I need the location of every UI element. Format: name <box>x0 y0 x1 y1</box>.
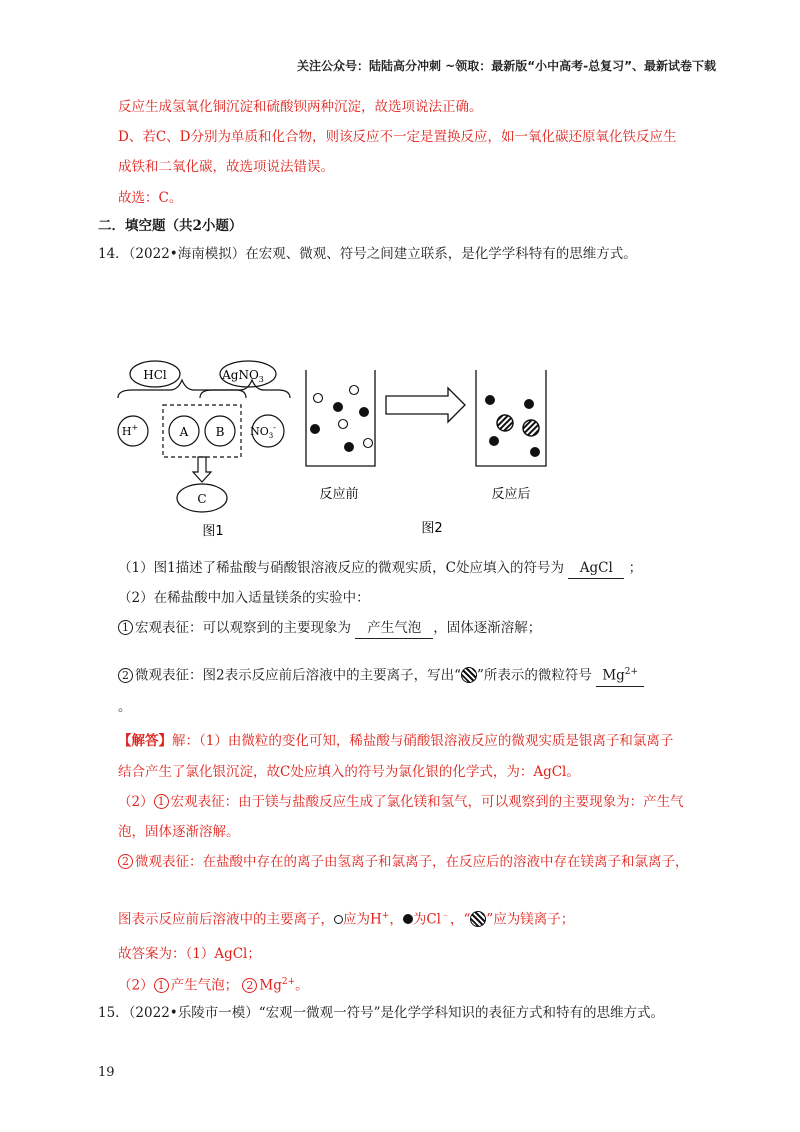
page-header: 关注公众号：陆陆高分冲刺 ~领取：最新版“小中高考-总复习”、最新试卷下载 <box>297 59 716 73</box>
solution-line: 结合产生了氯化银沉淀，故C处应填入的符号为氯化银的化学式，为：AgCl。 <box>118 764 580 780</box>
ion-filled <box>310 424 320 434</box>
hatched-ion-icon <box>461 667 477 683</box>
prev-solution-line: 反应生成氢氧化铜沉淀和硫酸钡两种沉淀，故选项说法正确。 <box>118 99 483 115</box>
q14-part2b: 2 微观表征：图2表示反应前后溶液中的主要离子，写出“ ”所表示的微粒符号 $Mg^{2+}$ <box>118 662 644 687</box>
prev-solution-line: D、若C、D分别为单质和化合物，则该反应不一定是置换反应，如一氧化碳还原氧化铁反应生 <box>118 129 677 145</box>
section-heading: 二．填空题（共2小题） <box>98 218 243 234</box>
answer-blank-1: AgCl <box>568 558 624 579</box>
ion-filled <box>359 407 369 417</box>
right-arrow-icon <box>386 388 465 422</box>
ion-open <box>339 420 348 429</box>
prev-solution-line: 故选：C。 <box>118 190 183 206</box>
label-a: A <box>179 425 189 439</box>
ion-filled <box>333 402 343 412</box>
ion-hatched <box>523 420 539 436</box>
final-answer-line: （2） 1 产生气泡； 2 $Mg^{2+}$。 <box>118 977 309 994</box>
solution-line: 泡，固体逐渐溶解。 <box>118 824 240 840</box>
ion-filled <box>524 399 534 409</box>
label-before: 反应前 <box>319 487 359 502</box>
down-arrow-icon <box>193 457 211 482</box>
ion-filled <box>530 447 540 457</box>
solution-line: （2） 1 宏观表征：由于镁与盐酸反应生成了氯化镁和氢气，可以观察到的主要现象为：产生气 <box>118 794 684 810</box>
label-after: 反应后 <box>491 487 531 502</box>
answer-blank-3: $Mg^{2+}$ <box>596 662 644 687</box>
ion-filled <box>344 442 354 452</box>
solution-line: 图表示反应前后溶液中的主要离子， 应为H+， 为Cl﹣，“ ”应为镁离子； <box>118 911 575 928</box>
label-no3-ion: $NO_3^-$ <box>250 423 276 440</box>
final-answer-line: 故答案为：（1）AgCl； <box>118 946 261 962</box>
ion-hatched <box>497 415 513 431</box>
prev-solution-line: 成铁和二氧化碳，故选项说法错误。 <box>118 159 334 175</box>
label-c: C <box>197 492 207 506</box>
question-14-stem: 14．（2022•海南模拟）在宏观、微观、符号之间建立联系，是化学学科特有的思维方式。 <box>98 246 637 262</box>
label-agno3: AgNO$_3$ <box>222 368 264 384</box>
answer-blank-2: 产生气泡 <box>355 618 433 639</box>
solution-line: 2 微观表征：在盐酸中存在的离子由氢离子和氯离子，在反应后的溶液中存在镁离子和氯离子， <box>118 852 689 872</box>
q14-part2a: 1 宏观表征：可以观察到的主要现象为 产生气泡 ，固体逐渐溶解； <box>118 618 541 639</box>
label-h-ion: H+ <box>121 423 139 438</box>
ion-filled <box>485 395 495 405</box>
hatched-ion-icon <box>470 911 486 927</box>
solution-line: 【解答】解：（1）由微粒的变化可知，稀盐酸与硝酸银溶液反应的微观实质是银离子和氯离子 <box>118 733 674 749</box>
fig2-caption: 图2 <box>421 521 443 536</box>
page-number: 19 <box>98 1065 115 1080</box>
fig1-caption: 图1 <box>202 524 224 539</box>
q14-part1: （1）图1描述了稀盐酸与硝酸银溶液反应的微观实质，C处应填入的符号为 AgCl ； <box>118 558 642 579</box>
ion-open <box>364 439 373 448</box>
q14-part2: （2）在稀盐酸中加入适量镁条的实验中： <box>118 590 370 606</box>
label-hcl: HCl <box>143 368 167 382</box>
dashed-box <box>163 405 241 457</box>
question-15-stem: 15．（2022•乐陵市一模）“宏观一微观一符号”是化学学科知识的表征方式和特有的思维方式。 <box>98 1005 665 1021</box>
ion-open <box>350 386 359 395</box>
ion-filled <box>489 436 499 446</box>
beaker-before <box>306 370 375 466</box>
q14-part2b-end: 。 <box>118 699 132 715</box>
brace-agno3 <box>200 380 290 398</box>
question-14-figures <box>0 330 800 550</box>
ion-open <box>314 394 323 403</box>
open-circle-icon <box>334 915 343 924</box>
label-b: B <box>215 425 225 439</box>
filled-dot-icon <box>403 914 413 924</box>
